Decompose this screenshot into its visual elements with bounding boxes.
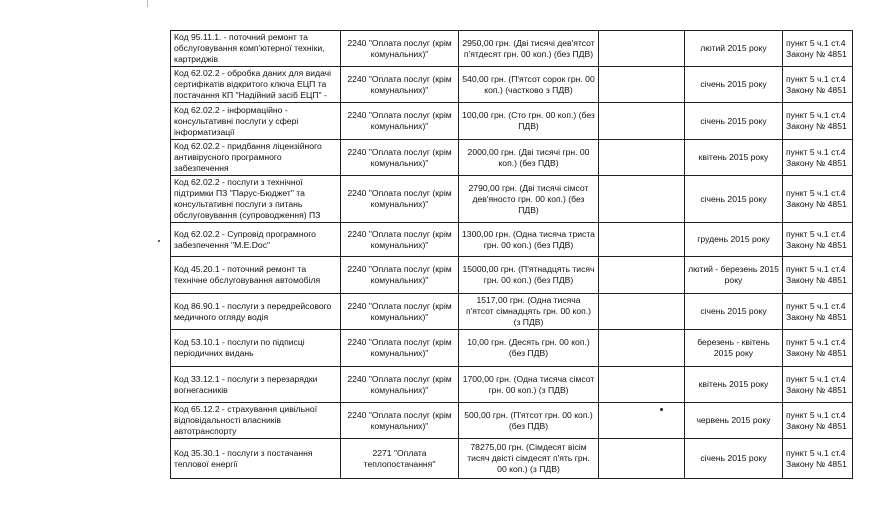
legal-basis-cell: пункт 5 ч.1 ст.4 Закону № 4851 bbox=[783, 439, 853, 479]
legal-basis-cell: пункт 5 ч.1 ст.4 Закону № 4851 bbox=[783, 67, 853, 103]
legal-basis-cell: пункт 5 ч.1 ст.4 Закону № 4851 bbox=[783, 176, 853, 223]
table-row bbox=[171, 403, 853, 439]
empty-cell bbox=[599, 176, 685, 223]
item-code-cell: Код 53.10.1 - послуги по підписці періодичних видань bbox=[171, 330, 341, 367]
amount-cell: 10,00 грн. (Десять грн. 00 коп.) (без ПДВ) bbox=[459, 330, 599, 367]
amount-cell: 2790,00 грн. (Дві тисячі сімсот дев'яносто грн. 00 коп.) (без ПДВ) bbox=[459, 176, 599, 223]
legal-basis-cell: пункт 5 ч.1 ст.4 Закону № 4851 bbox=[783, 31, 853, 67]
item-code-cell: Код 65.12.2 - страхування цивільної відповідальності власників автотранспорту bbox=[171, 403, 341, 439]
empty-cell bbox=[599, 31, 685, 67]
table-body bbox=[171, 31, 853, 479]
legal-basis-cell: пункт 5 ч.1 ст.4 Закону № 4851 bbox=[783, 294, 853, 330]
empty-cell bbox=[599, 367, 685, 403]
kekv-cell: 2240 "Оплата послуг (крім комунальних)" bbox=[341, 294, 459, 330]
margin-dot bbox=[158, 240, 160, 242]
procurement-table bbox=[170, 30, 853, 479]
period-cell: січень 2015 року bbox=[685, 67, 783, 103]
amount-cell: 100,00 грн. (Сто грн. 00 коп.) (без ПДВ) bbox=[459, 103, 599, 140]
table-row bbox=[171, 67, 853, 103]
legal-basis-cell: пункт 5 ч.1 ст.4 Закону № 4851 bbox=[783, 223, 853, 257]
kekv-cell: 2240 "Оплата послуг (крім комунальних)" bbox=[341, 140, 459, 176]
item-code-cell: Код 33.12.1 - послуги з перезарядки вогнегасників bbox=[171, 367, 341, 403]
empty-cell bbox=[599, 294, 685, 330]
kekv-cell: 2240 "Оплата послуг (крім комунальних)" bbox=[341, 67, 459, 103]
period-cell: березень - квітень 2015 року bbox=[685, 330, 783, 367]
item-code-cell: Код 45.20.1 - поточний ремонт та технічне обслуговування автомобіля bbox=[171, 257, 341, 294]
table-row bbox=[171, 439, 853, 479]
period-cell: січень 2015 року bbox=[685, 294, 783, 330]
empty-cell bbox=[599, 103, 685, 140]
kekv-cell: 2240 "Оплата послуг (крім комунальних)" bbox=[341, 403, 459, 439]
period-cell: січень 2015 року bbox=[685, 439, 783, 479]
amount-cell: 1517,00 грн. (Одна тисяча п'ятсот сімнадцять грн. 00 коп.) (з ПДВ) bbox=[459, 294, 599, 330]
empty-cell bbox=[599, 439, 685, 479]
table-row bbox=[171, 330, 853, 367]
amount-cell: 2950,00 грн. (Дві тисячі дев'ятсот п'ятдесят грн. 00 коп.) (без ПДВ) bbox=[459, 31, 599, 67]
item-code-cell: Код 35.30.1 - послуги з постачання теплової енергії bbox=[171, 439, 341, 479]
legal-basis-cell: пункт 5 ч.1 ст.4 Закону № 4851 bbox=[783, 403, 853, 439]
empty-cell bbox=[599, 67, 685, 103]
item-code-cell: Код 62.02.2 - інформаційно - консультативні послуги у сфері інформатизації bbox=[171, 103, 341, 140]
item-code-cell: Код 62.02.2 - обробка даних для видачі сертифікатів відкритого ключа ЕЦП та постачання КП "Надійний засіб ЕЦП" - bbox=[171, 67, 341, 103]
empty-cell bbox=[599, 330, 685, 367]
table-row bbox=[171, 367, 853, 403]
table-row bbox=[171, 140, 853, 176]
period-cell: лютий - березень 2015 року bbox=[685, 257, 783, 294]
kekv-cell: 2240 "Оплата послуг (крім комунальних)" bbox=[341, 103, 459, 140]
legal-basis-cell: пункт 5 ч.1 ст.4 Закону № 4851 bbox=[783, 140, 853, 176]
kekv-cell: 2240 "Оплата послуг (крім комунальних)" bbox=[341, 257, 459, 294]
amount-cell: 1300,00 грн. (Одна тисяча триста грн. 00 коп.) (без ПДВ) bbox=[459, 223, 599, 257]
table-row bbox=[171, 176, 853, 223]
item-code-cell: Код 62.02.2 - Супровід програмного забезпечення "M.E.Doc" bbox=[171, 223, 341, 257]
amount-cell: 540,00 грн. (П'ятсот сорок грн. 00 коп.) (частково з ПДВ) bbox=[459, 67, 599, 103]
amount-cell: 15000,00 грн. (П'ятнадцять тисяч грн. 00 коп.) (без ПДВ) bbox=[459, 257, 599, 294]
table-row bbox=[171, 31, 853, 67]
empty-cell bbox=[599, 223, 685, 257]
amount-cell: 500,00 грн. (П'ятсот грн. 00 коп.) (без ПДВ) bbox=[459, 403, 599, 439]
period-cell: лютий 2015 року bbox=[685, 31, 783, 67]
period-cell: квітень 2015 року bbox=[685, 140, 783, 176]
table-row bbox=[171, 103, 853, 140]
amount-cell: 1700,00 грн. (Одна тисяча сімсот грн. 00 коп.) (з ПДВ) bbox=[459, 367, 599, 403]
item-code-cell: Код 86.90.1 - послуги з передрейсового медичного огляду водія bbox=[171, 294, 341, 330]
kekv-cell: 2240 "Оплата послуг (крім комунальних)" bbox=[341, 367, 459, 403]
period-cell: січень 2015 року bbox=[685, 103, 783, 140]
legal-basis-cell: пункт 5 ч.1 ст.4 Закону № 4851 bbox=[783, 103, 853, 140]
item-code-cell: Код 62.02.2 - послуги з технічної підтримки ПЗ "Парус-Бюджет" та консультативні послуги з питань обслуговування (супроводження) ПЗ bbox=[171, 176, 341, 223]
table-row bbox=[171, 294, 853, 330]
legal-basis-cell: пункт 5 ч.1 ст.4 Закону № 4851 bbox=[783, 330, 853, 367]
table-row bbox=[171, 257, 853, 294]
legal-basis-cell: пункт 5 ч.1 ст.4 Закону № 4851 bbox=[783, 257, 853, 294]
legal-basis-cell: пункт 5 ч.1 ст.4 Закону № 4851 bbox=[783, 367, 853, 403]
period-cell: січень 2015 року bbox=[685, 176, 783, 223]
empty-cell bbox=[599, 140, 685, 176]
empty-cell bbox=[599, 257, 685, 294]
kekv-cell: 2240 "Оплата послуг (крім комунальних)" bbox=[341, 223, 459, 257]
kekv-cell: 2240 "Оплата послуг (крім комунальних)" bbox=[341, 31, 459, 67]
amount-cell: 78275,00 грн. (Сімдесят вісім тисяч двісті сімдесят п'ять грн. 00 коп.) (з ПДВ) bbox=[459, 439, 599, 479]
page-edge-mark bbox=[147, 0, 148, 7]
period-cell: грудень 2015 року bbox=[685, 223, 783, 257]
period-cell: червень 2015 року bbox=[685, 403, 783, 439]
kekv-cell: 2240 "Оплата послуг (крім комунальних)" bbox=[341, 330, 459, 367]
table-row bbox=[171, 223, 853, 257]
kekv-cell: 2271 "Оплата теплопостачання" bbox=[341, 439, 459, 479]
item-code-cell: Код 62.02.2 - придбання ліцензійного антивірусного програмного забезпечення bbox=[171, 140, 341, 176]
period-cell: квітень 2015 року bbox=[685, 367, 783, 403]
empty-cell bbox=[599, 403, 685, 439]
amount-cell: 2000,00 грн. (Дві тисячі грн. 00 коп.) (без ПДВ) bbox=[459, 140, 599, 176]
item-code-cell: Код 95.11.1. - поточний ремонт та обслуговування комп'ютерної техніки, картриджів bbox=[171, 31, 341, 67]
kekv-cell: 2240 "Оплата послуг (крім комунальних)" bbox=[341, 176, 459, 223]
